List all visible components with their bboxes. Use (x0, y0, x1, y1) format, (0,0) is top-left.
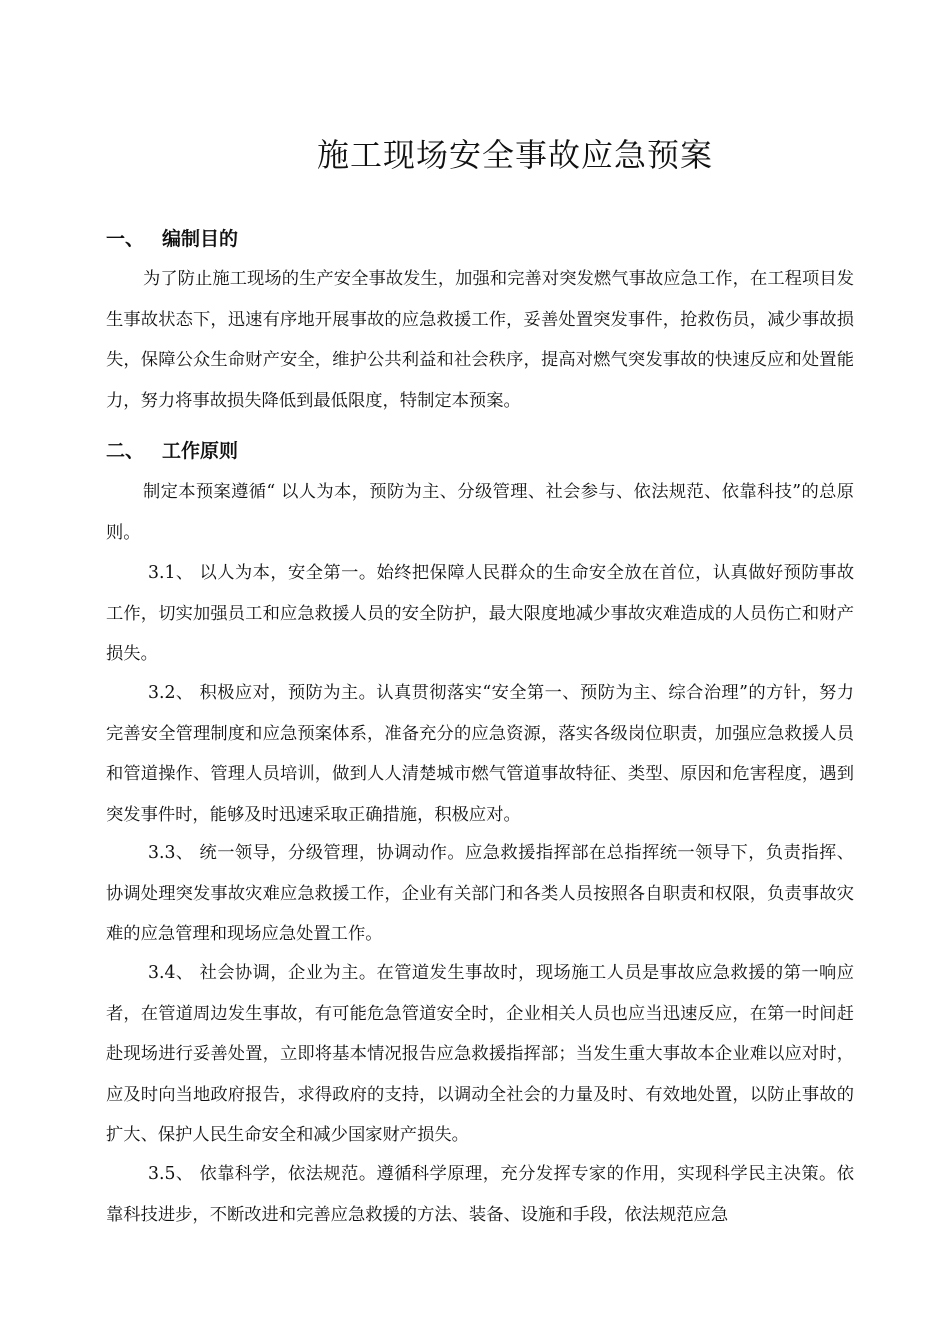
item-text: 依靠科学，依法规范。遵循科学原理，充分发挥专家的作用，实现科学民主决策。依靠科技进步，不断改进和完善应急救援的方法、装备、设施和手段，依法规范应急 (106, 1164, 854, 1225)
document-title: 施工现场安全事故应急预案 (316, 136, 713, 174)
principle-item-3-2 (106, 673, 854, 835)
section-title: 工作原则 (162, 440, 239, 462)
item-number: 3.2、 (148, 683, 194, 703)
section-number: 二、 (106, 440, 145, 462)
item-number: 3.5、 (148, 1164, 194, 1184)
item-text: 以人为本，安全第一。始终把保障人民群众的生命安全放在首位，认真做好预防事故工作，切实加强员工和应急救援人员的安全防护，最大限度地减少事故灾难造成的人员伤亡和财产损失。 (106, 563, 854, 664)
principle-item-3-4 (106, 953, 854, 1156)
section-heading-principles (106, 436, 238, 463)
section-number: 一、 (106, 228, 145, 250)
principle-item-3-3 (106, 833, 854, 955)
paragraph-principles-intro: 制定本预案遵循“ 以人为本，预防为主、分级管理、社会参与、依法规范、依靠科技”的总原则。 (106, 482, 854, 543)
item-number: 3.3、 (148, 843, 194, 863)
section-heading-purpose (106, 224, 238, 251)
item-number: 3.1、 (148, 563, 194, 583)
item-text: 积极应对，预防为主。认真贯彻落实“安全第一、预防为主、综合治理”的方针，努力完善安全管理制度和应急预案体系，准备充分的应急资源，落实各级岗位职责，加强应急救援人员和管道操作、管理人员培训，做到人人清楚城市燃气管道事故特征、类型、原因和危害程度，遇到突发事件时，能够及时迅速采取正确措施，积极应对。 (106, 683, 855, 825)
principle-item-3-1 (106, 553, 854, 675)
item-text: 社会协调，企业为主。在管道发生事故时，现场施工人员是事故应急救援的第一响应者，在管道周边发生事故，有可能危急管道安全时，企业相关人员也应当迅速反应，在第一时间赶赴现场进行妥善处置，立即将基本情况报告应急救援指挥部；当发生重大事故本企业难以应对时，应及时向当地政府报告，求得政府的支持，以调动全社会的力量及时、有效地处置，以防止事故的扩大、保护人民生命安全和减少国家财产损失。 (106, 963, 854, 1145)
item-text: 统一领导，分级管理，协调动作。应急救援指挥部在总指挥统一领导下，负责指挥、协调处理突发事故灾难应急救援工作，企业有关部门和各类人员按照各自职责和权限，负责事故灾难的应急管理和现场应急处置工作。 (106, 843, 854, 944)
item-number: 3.4、 (148, 963, 194, 983)
paragraph-purpose: 为了防止施工现场的生产安全事故发生，加强和完善对突发燃气事故应急工作，在工程项目发生事故状态下，迅速有序地开展事故的应急救援工作，妥善处置突发事件，抢救伤员，减少事故损失，保障公众生命财产安全，维护公共利益和社会秩序，提高对燃气突发事故的快速反应和处置能力，努力将事故损失降低到最低限度，特制定本预案。 (106, 269, 854, 411)
principle-item-3-5 (106, 1154, 854, 1235)
section-title: 编制目的 (162, 228, 239, 250)
